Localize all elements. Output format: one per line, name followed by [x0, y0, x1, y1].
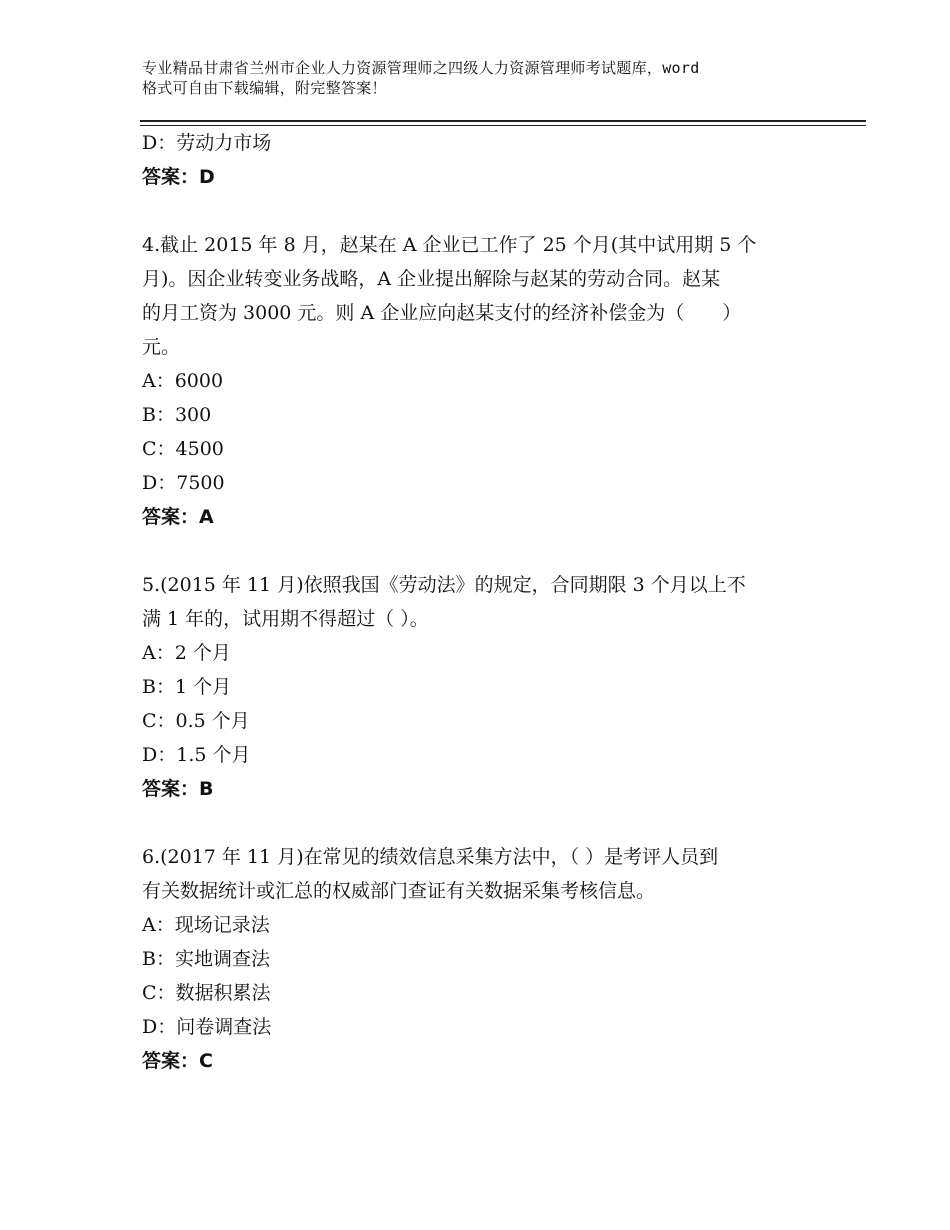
- option-c: C：数据积累法: [142, 982, 271, 1004]
- option-a: A：现场记录法: [142, 914, 270, 936]
- option-b: B：1 个月: [142, 676, 232, 698]
- option-b: B：实地调查法: [142, 948, 270, 970]
- question-text: 6.(2017 年 11 月)在常见的绩效信息采集方法中，（ ）是考评人员到: [142, 846, 719, 868]
- question-text: 的月工资为 3000 元。则 A 企业应向赵某支付的经济补偿金为（ ）: [142, 302, 742, 324]
- question-text: 4.截止 2015 年 8 月，赵某在 A 企业已工作了 25 个月(其中试用期 5 个: [142, 234, 757, 256]
- question-block-6: [142, 840, 822, 1078]
- option-d: D：1.5 个月: [142, 744, 251, 766]
- question-text: 5.(2015 年 11 月)依照我国《劳动法》的规定，合同期限 3 个月以上不: [142, 574, 746, 596]
- spacer: [142, 534, 822, 568]
- option-b: B：300: [142, 404, 212, 426]
- question-block-5: [142, 568, 822, 806]
- question-text: 元。: [142, 336, 181, 358]
- option-a: A：2 个月: [142, 642, 231, 664]
- header-line: 专业精品甘肃省兰州市企业人力资源管理师之四级人力资源管理师考试题库，word: [142, 59, 700, 77]
- answer-label: 答案：B: [142, 778, 214, 800]
- answer-label: 答案：D: [142, 166, 215, 188]
- option-c: C：0.5 个月: [142, 710, 250, 732]
- spacer: [142, 194, 822, 228]
- question-text: 有关数据统计或汇总的权威部门查证有关数据采集考核信息。: [142, 880, 656, 902]
- option-d: D：问卷调查法: [142, 1016, 272, 1038]
- option-c: C：4500: [142, 438, 224, 460]
- spacer: [142, 806, 822, 840]
- question-block-4: [142, 228, 822, 534]
- option-a: A：6000: [142, 370, 224, 392]
- question-text: 满 1 年的，试用期不得超过（ ）。: [142, 608, 429, 630]
- question-block-prev: [142, 126, 822, 194]
- header-line: 格式可自由下载编辑，附完整答案！: [142, 79, 387, 97]
- question-text: 月)。因企业转变业务战略，A 企业提出解除与赵某的劳动合同。赵某: [142, 268, 721, 290]
- option-d: D：7500: [142, 472, 225, 494]
- answer-label: 答案：C: [142, 1050, 213, 1072]
- header-divider: [140, 120, 866, 122]
- document-body: [142, 126, 822, 1078]
- option-d: D：劳动力市场: [142, 132, 272, 154]
- page-header: [142, 58, 842, 98]
- answer-label: 答案：A: [142, 506, 214, 528]
